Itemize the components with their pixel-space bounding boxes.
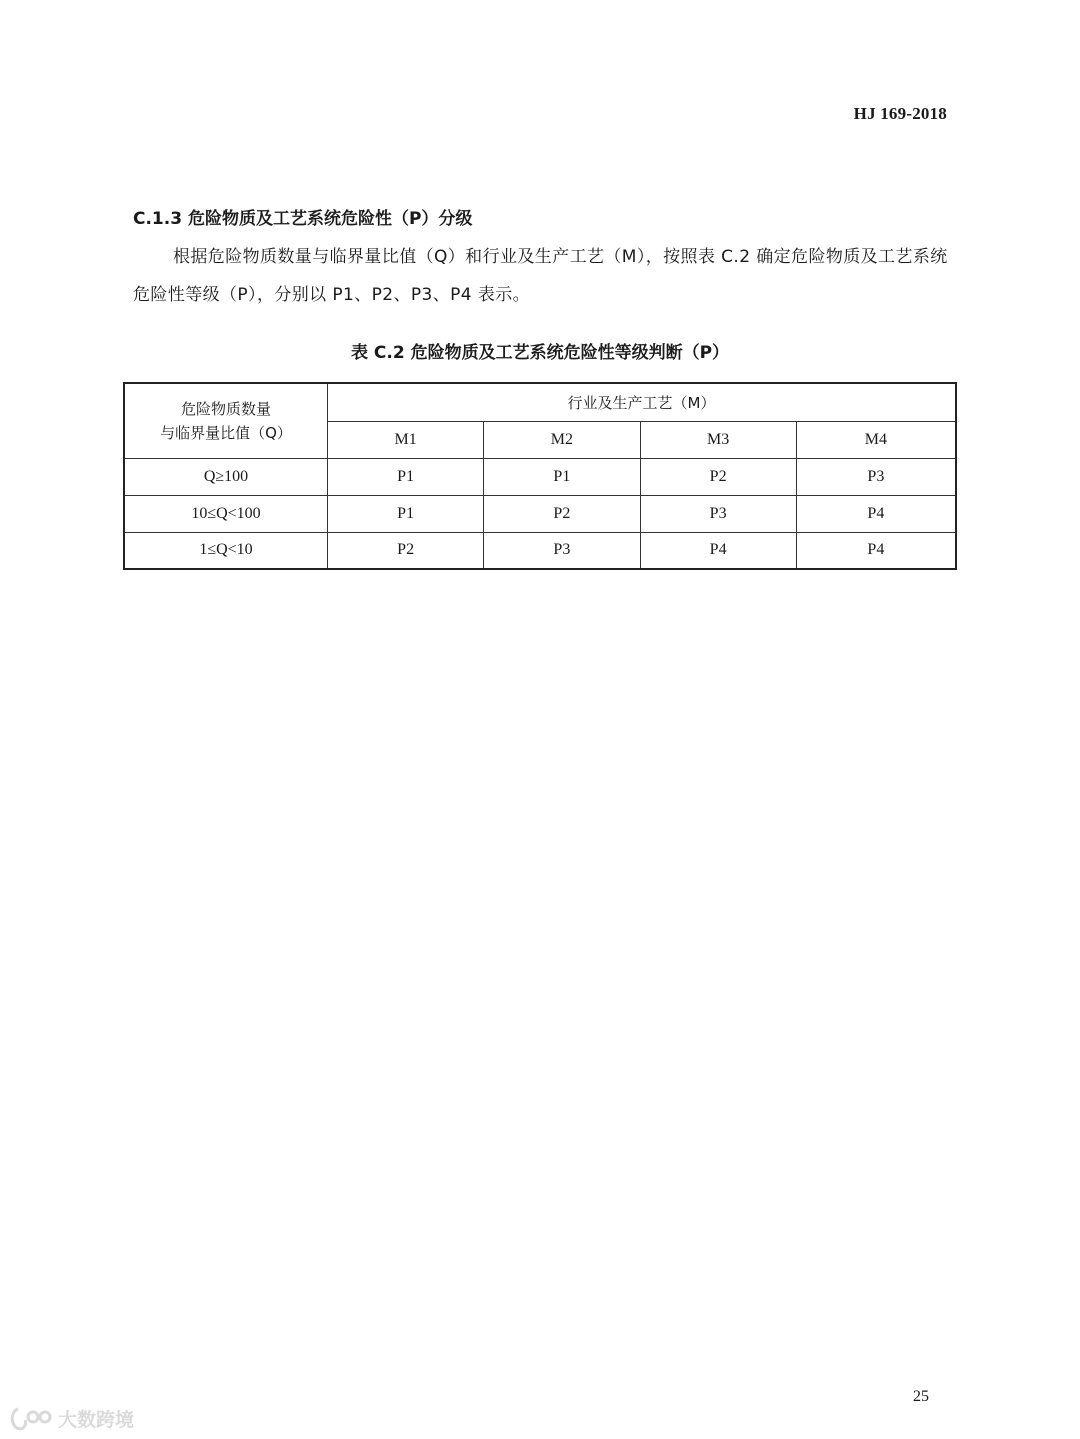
- document-code: HJ 169-2018: [853, 104, 947, 123]
- watermark-logo-icon: [8, 1406, 54, 1432]
- row-header-cell: [124, 383, 328, 458]
- watermark: [8, 1405, 134, 1432]
- table-cell: P4: [796, 495, 956, 532]
- table-row: [124, 458, 956, 495]
- table-cell: P3: [484, 532, 640, 569]
- table-cell: P2: [484, 495, 640, 532]
- table-cell: P3: [640, 495, 796, 532]
- table-row: [124, 495, 956, 532]
- column-header: M1: [328, 421, 484, 458]
- column-header: M3: [640, 421, 796, 458]
- table-cell: P1: [484, 458, 640, 495]
- row-header-line2: 与临界量比值（Q）: [160, 423, 292, 442]
- body-paragraph: 根据危险物质数量与临界量比值（Q）和行业及生产工艺（M），按照表 C.2 确定危险物质及工艺系统危险性等级（P），分别以 P1、P2、P3、P4 表示。: [133, 247, 948, 305]
- row-label: Q≥100: [124, 458, 328, 495]
- table-cell: P2: [328, 532, 484, 569]
- column-header: M2: [484, 421, 640, 458]
- table-cell: P1: [328, 458, 484, 495]
- table-cell: P1: [328, 495, 484, 532]
- column-header: M4: [796, 421, 956, 458]
- table-cell: P4: [796, 532, 956, 569]
- row-header-line1: 危险物质数量: [180, 399, 271, 418]
- row-label: 1≤Q<10: [124, 532, 328, 569]
- table-cell: P2: [640, 458, 796, 495]
- watermark-text: 大数跨境: [58, 1409, 135, 1431]
- table-cell: P3: [796, 458, 956, 495]
- table-caption: 表 C.2 危险物质及工艺系统危险性等级判断（P）: [350, 343, 730, 363]
- section-title: C.1.3 危险物质及工艺系统危险性（P）分级: [133, 209, 473, 229]
- row-label: 10≤Q<100: [124, 495, 328, 532]
- table-cell: P4: [640, 532, 796, 569]
- hazard-grade-table: [123, 382, 957, 570]
- group-header-cell: 行业及生产工艺（M）: [328, 383, 957, 421]
- table-row: [124, 532, 956, 569]
- page-number: 25: [913, 1388, 929, 1405]
